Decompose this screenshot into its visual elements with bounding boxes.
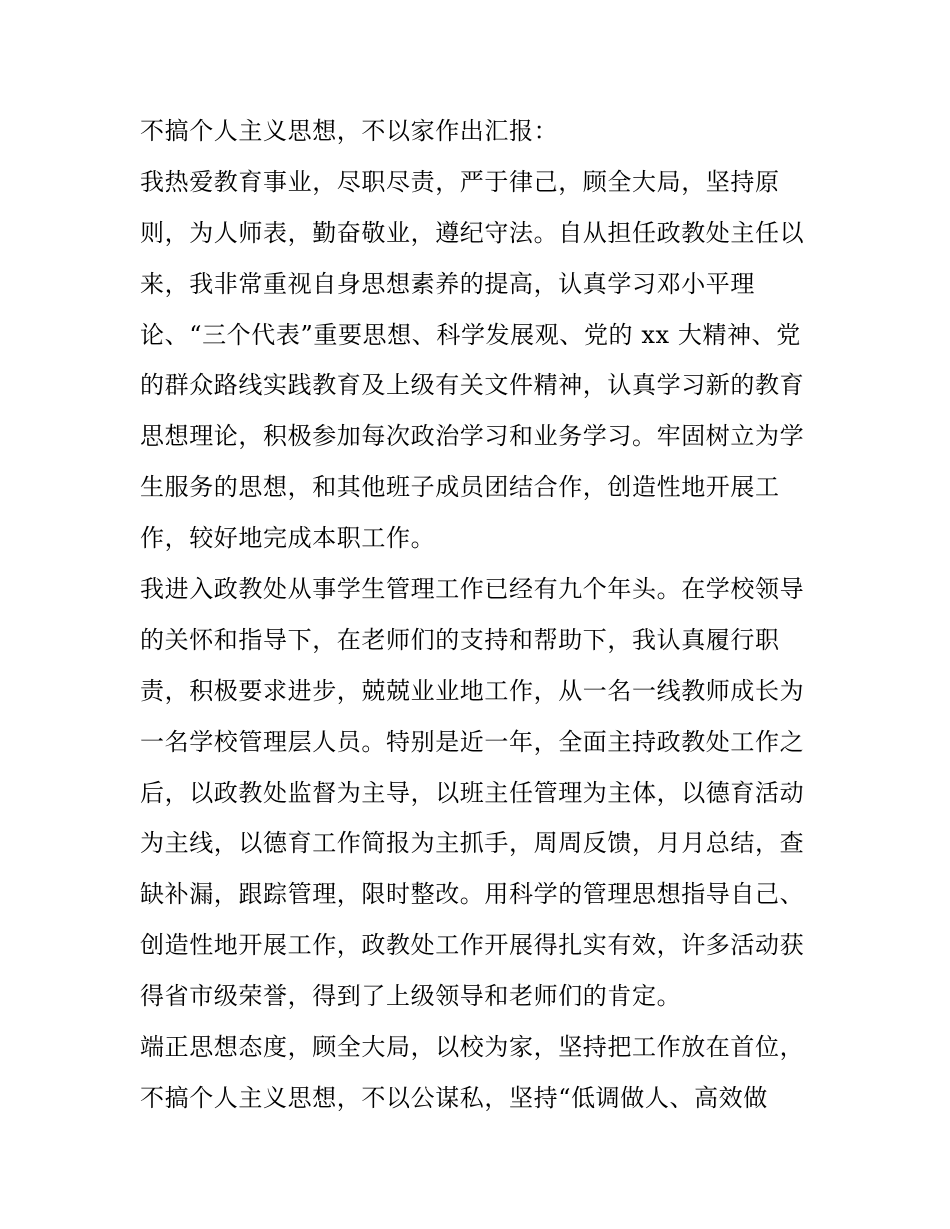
text-line-13: 一名学校管理层人员。特别是近一年，全面主持政教处工作之 <box>140 727 805 756</box>
text-line-1: 不搞个人主义思想，不以家作出汇报： <box>140 117 559 145</box>
text-line-10: 我进入政教处从事学生管理工作已经有九个年头。在学校领导 <box>140 575 805 604</box>
text-line-7: 思想理论，积极参加每次政治学习和业务学习。牢固树立为学 <box>140 422 805 451</box>
text-line-5: 论、“三个代表”重要思想、科学发展观、党的 xx 大精神、党 <box>140 320 801 349</box>
text-line-19: 端正思想态度，顾全大局，以校为家，坚持把工作放在首位， <box>140 1033 805 1062</box>
text-line-3: 则，为人师表，勤奋敬业，遵纪守法。自从担任政教处主任以 <box>140 218 805 247</box>
text-line-14: 后，以政教处监督为主导，以班主任管理为主体，以德育活动 <box>140 778 805 807</box>
text-line-11: 的关怀和指导下，在老师们的支持和帮助下，我认真履行职 <box>140 625 780 654</box>
text-line-20: 不搞个人主义思想，不以公谋私，坚持“低调做人、高效做 <box>140 1083 768 1112</box>
text-line-16: 缺补漏，跟踪管理，限时整改。用科学的管理思想指导自己、 <box>140 880 805 909</box>
text-line-8: 生服务的思想，和其他班子成员团结合作，创造性地开展工 <box>140 473 780 502</box>
document-text-body <box>140 106 820 1124</box>
text-line-2: 我热爱教育事业，尽职尽责，严于律己，顾全大局，坚持原 <box>140 167 780 196</box>
text-line-6: 的群众路线实践教育及上级有关文件精神，认真学习新的教育 <box>140 371 805 400</box>
text-line-9: 作，较好地完成本职工作。 <box>140 524 436 553</box>
text-line-12: 责，积极要求进步，兢兢业业地工作，从一名一线教师成长为 <box>140 676 805 705</box>
text-line-4: 来，我非常重视自身思想素养的提高，认真学习邓小平理 <box>140 269 755 298</box>
text-line-18: 得省市级荣誉，得到了上级领导和老师们的肯定。 <box>140 982 682 1011</box>
text-line-17: 创造性地开展工作，政教处工作开展得扎实有效，许多活动获 <box>140 931 805 960</box>
text-line-15: 为主线，以德育工作简报为主抓手，周周反馈，月月总结，查 <box>140 829 805 858</box>
